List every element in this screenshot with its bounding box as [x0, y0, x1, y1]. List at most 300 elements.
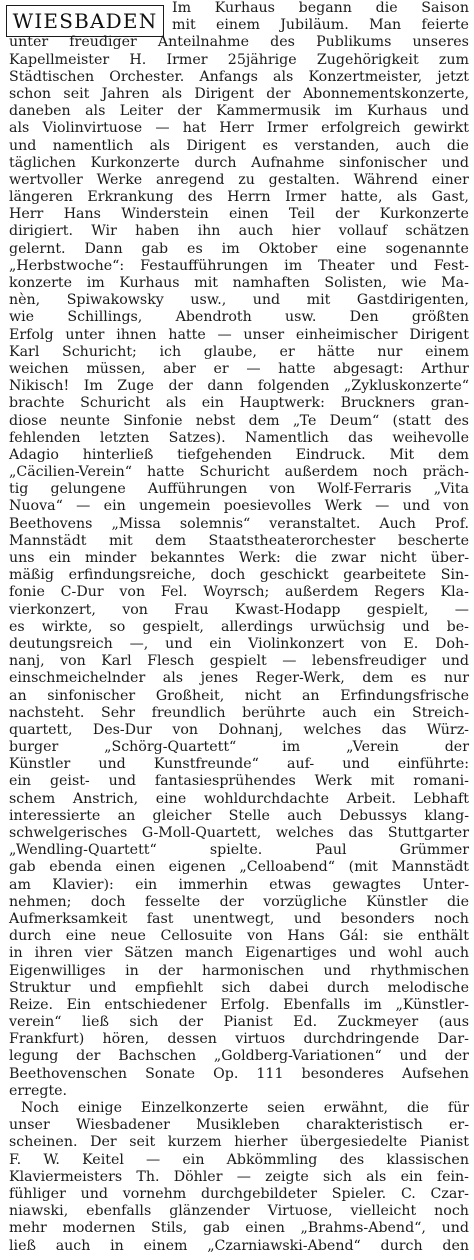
word: dem [155, 532, 187, 549]
word: ein [135, 876, 158, 893]
word: Namentlich [245, 429, 329, 446]
word: der [178, 1014, 204, 1031]
word: ihnen [116, 326, 157, 343]
word: Würz- [426, 721, 469, 738]
word: im [282, 739, 301, 756]
word: noch [434, 1203, 469, 1220]
text-line [9, 498, 469, 515]
word: fesselte [144, 893, 201, 910]
word: 25jährige [227, 51, 297, 68]
word: Fest- [433, 257, 469, 274]
word: sich [221, 979, 251, 996]
word: am [9, 876, 31, 893]
word: von [60, 653, 86, 670]
word: melodische [387, 979, 469, 996]
word: mit [172, 17, 196, 34]
word: Prof. [434, 515, 469, 532]
word: Woyrsch; [203, 584, 270, 601]
text-line [9, 945, 469, 962]
word: doch [90, 893, 126, 910]
word: neunte [60, 412, 110, 429]
text-line [9, 1048, 469, 1065]
text-line [9, 533, 469, 550]
word: tiefgehenden [177, 446, 272, 463]
word: Struktur [9, 979, 71, 996]
word: — [282, 653, 297, 670]
word: zum [438, 51, 469, 68]
word: —, [129, 635, 149, 652]
word: usw. [285, 309, 317, 326]
word: glänzender [169, 1203, 250, 1220]
text-line [9, 584, 469, 601]
word: Noch [21, 1100, 60, 1116]
word: Gál: [339, 928, 369, 945]
word: Aufnahme [251, 154, 325, 171]
word: Irmer [166, 51, 208, 68]
word: und [441, 1220, 469, 1237]
word: Violinvirtuose [42, 120, 143, 137]
text-line [9, 1117, 469, 1134]
word: Wir [91, 223, 117, 240]
word: und [108, 773, 136, 790]
word: und [165, 635, 193, 652]
word: Abendroth [175, 309, 252, 326]
word: Unter- [422, 876, 469, 893]
word: namentlich [52, 137, 134, 154]
word: Kurhaus [214, 0, 275, 16]
word: Spieler. [331, 1185, 387, 1202]
word: nur [443, 670, 469, 687]
word: Mit [389, 446, 415, 463]
word: von [443, 498, 469, 515]
word: Pianist [223, 1014, 273, 1031]
word: erwähnt, [323, 1100, 389, 1116]
word: gleicher [152, 807, 212, 824]
word: Bachschen [118, 1048, 197, 1065]
word: Wiesbadener [76, 1117, 170, 1134]
word: als [273, 68, 294, 85]
word: urwüchsig [309, 618, 386, 635]
word: Kurhaus [367, 103, 428, 120]
word: als [9, 120, 30, 137]
text-line [9, 292, 469, 309]
word: durch [194, 154, 237, 171]
word: an [117, 807, 136, 824]
word: ein [400, 1168, 423, 1185]
word: im [284, 257, 303, 274]
word: Konzertmeister, [308, 68, 423, 85]
word: uns [9, 550, 35, 566]
word: Der [90, 1134, 117, 1151]
text-line [9, 516, 469, 533]
word: einen [245, 1220, 285, 1237]
word: nehmen; [9, 893, 72, 910]
word: wohldurchdachte [203, 790, 330, 807]
word: Hans [287, 928, 325, 945]
word: dem [362, 670, 394, 687]
word: Im [83, 378, 103, 395]
text-line [9, 241, 469, 258]
text-line [9, 877, 469, 894]
text-line [9, 413, 469, 430]
word: das [348, 825, 374, 841]
text-line [9, 103, 469, 120]
word: durchgebildeter [200, 1185, 318, 1202]
word: die [446, 137, 469, 154]
word: die [375, 0, 398, 16]
text-line [9, 1169, 469, 1186]
word: einem [216, 17, 260, 34]
word: „Schörg-Quartett“ [104, 739, 237, 756]
word: gespielt, [142, 618, 204, 635]
word: fehlenden [9, 429, 81, 446]
word: Dar- [437, 1031, 469, 1048]
word: tig [9, 481, 29, 498]
word: welches [275, 825, 334, 841]
word: Reger-Werk, [255, 670, 345, 687]
word: Aufsehen [401, 1065, 469, 1082]
word: auch [287, 807, 322, 824]
word: und [348, 945, 377, 962]
text-line [9, 69, 469, 86]
word: hätte [317, 343, 355, 360]
word: auch [395, 137, 431, 154]
word: Aufführungen [147, 481, 248, 498]
word: und [402, 498, 430, 515]
word: ein [103, 498, 126, 515]
word: vollauf [338, 223, 388, 240]
word: Zuge [117, 378, 154, 395]
word: interessierte [9, 807, 101, 824]
word: Jubiläum. [280, 17, 349, 34]
word: geschickt [259, 567, 329, 584]
word: (aus [438, 1014, 469, 1031]
text-line [9, 825, 469, 842]
word: und [252, 292, 281, 309]
word: Frau [174, 601, 209, 618]
word: namhaften [232, 275, 310, 291]
word: wohl [388, 945, 423, 962]
text-line [9, 223, 469, 240]
word: der [177, 103, 202, 120]
text-line [9, 773, 469, 790]
word: Anteilnahme [157, 34, 250, 51]
word: außerdem [285, 584, 359, 601]
word: (statt [392, 412, 431, 429]
word: 111 [256, 1065, 284, 1082]
word: einen [115, 859, 156, 876]
word: von [172, 721, 199, 738]
word: es [9, 618, 25, 635]
word: Städtischen [9, 68, 95, 85]
word: Beethovenschen [9, 1065, 128, 1082]
word: als [149, 137, 170, 154]
word: seit [63, 85, 90, 102]
word: doch [210, 567, 246, 584]
text-line [9, 911, 469, 928]
word: Jahren [101, 85, 150, 102]
word: solemnis“ [179, 515, 251, 532]
word: glaube, [203, 343, 257, 360]
word: „Cäcilien-Verein“ [9, 464, 132, 481]
word: vorzügliche [263, 893, 347, 910]
word: der [444, 739, 469, 756]
word: Erfolg. [220, 996, 270, 1013]
word: gelungene [50, 481, 126, 498]
word: und [402, 618, 430, 635]
word: durch [9, 928, 52, 945]
word: auf- [286, 756, 315, 773]
word: Violinkonzert [248, 635, 345, 652]
word: zeigte [265, 1168, 309, 1185]
word: gearbeitete [343, 567, 427, 584]
word: freudiger [69, 34, 137, 51]
word: die [446, 893, 469, 910]
text-line [9, 1203, 469, 1220]
word: ein [48, 550, 71, 566]
article-body [9, 0, 469, 1255]
word: anregend [155, 171, 225, 188]
word: einige [77, 1100, 122, 1116]
word: eine [155, 790, 187, 807]
word: als [161, 85, 182, 102]
word: Wolf-Ferraris [317, 481, 412, 498]
word: wie [401, 275, 427, 291]
word: Th. [136, 1168, 160, 1185]
word: aber [163, 360, 196, 377]
word: als [366, 1168, 387, 1185]
word: größten [411, 309, 469, 326]
word: legung [9, 1048, 59, 1065]
word: fast [146, 910, 174, 927]
word: Kammermusik [216, 103, 321, 120]
word: bescherte [397, 532, 469, 549]
word: romani- [413, 773, 469, 790]
word: schon [9, 85, 52, 102]
word: weihevolle [392, 429, 469, 446]
word: erfindungsreiche, [68, 567, 196, 584]
word: nebst [195, 412, 236, 429]
word: hinterließ [82, 446, 154, 463]
text-line [9, 327, 469, 344]
word: folgenden [257, 378, 330, 395]
word: Kurkonzerte [379, 206, 469, 223]
word: „Brahms-Abend“, [300, 1220, 426, 1237]
word: erfolgreich [321, 120, 401, 137]
word: „Zykluskonzerte“ [343, 378, 469, 395]
text-line [9, 963, 469, 980]
word: Hans [63, 206, 101, 223]
word: und [399, 1048, 427, 1065]
word: und [441, 653, 469, 670]
word: nicht [244, 687, 282, 704]
word: Döhler [173, 1168, 223, 1185]
word: immerhin [178, 876, 248, 893]
word: von [122, 601, 148, 618]
word: Anfangs [199, 68, 258, 85]
word: „Missa [111, 515, 161, 532]
word: Mannstädt [9, 532, 87, 549]
word: in [9, 945, 23, 962]
word: ein [201, 395, 224, 412]
word: Gastdirigenten, [356, 292, 469, 309]
word: klassischen [386, 1151, 469, 1168]
word: Cellosuite [160, 928, 233, 945]
text-line [9, 120, 469, 137]
word: der [266, 85, 291, 102]
word: Werke [96, 171, 143, 188]
word: „Herbstwoche“: [9, 257, 125, 274]
text-line [9, 189, 469, 206]
word: unter [9, 34, 49, 51]
word: zu [238, 171, 255, 188]
word: Oktober [258, 240, 318, 257]
word: Aufmerksamkeit [9, 910, 128, 927]
word: er- [449, 1117, 469, 1134]
word: er [213, 360, 229, 377]
word: von [360, 635, 387, 652]
word: Erfolg [9, 326, 54, 343]
word: Flesch [147, 653, 195, 670]
word: mit [194, 275, 218, 291]
word: es [262, 137, 279, 154]
word: unentwegt, [193, 910, 275, 927]
word: schätzen [405, 223, 469, 240]
word: dabei [269, 979, 309, 996]
word: eigenen [168, 859, 226, 876]
word: Spiwakowsky [66, 292, 164, 309]
word: Werk: [238, 550, 281, 566]
text-line [9, 344, 469, 361]
word: Karl [101, 653, 132, 670]
word: Adagio [9, 446, 59, 463]
word: verein“ [9, 1014, 62, 1031]
word: Theater [318, 257, 375, 274]
text-line [9, 619, 469, 636]
text-line [9, 1083, 469, 1100]
word: Dann [84, 240, 123, 257]
word: Streich- [411, 704, 469, 721]
word: Im [172, 0, 192, 16]
word: Einzelkonzerte [140, 1100, 249, 1116]
word: Gast, [431, 189, 469, 206]
word: ihren [34, 945, 73, 962]
word: hatte [147, 464, 185, 481]
word: Sonate [145, 1065, 196, 1082]
word: Nikisch! [9, 378, 70, 395]
word: G-Moll-Quartett, [141, 825, 262, 841]
word: in [125, 962, 139, 979]
word: sich [322, 1168, 352, 1185]
word: Abonnementskonzerte, [302, 85, 469, 102]
word: Abkömmling [226, 1151, 318, 1168]
word: und [98, 756, 126, 773]
word: es [410, 670, 427, 687]
word: Orchester. [109, 68, 185, 85]
word: der [335, 206, 360, 223]
word: Nuova“ [9, 498, 63, 515]
word: Erkrankung [87, 189, 174, 206]
word: Während [353, 171, 418, 188]
word: es [187, 240, 203, 257]
text-line [9, 155, 469, 172]
word: unser [9, 1117, 50, 1134]
word: Sin- [440, 567, 469, 584]
word: Dirigent [409, 326, 469, 343]
text-line [9, 808, 469, 825]
word: empfiehlt [134, 979, 204, 996]
word: Erfindungsfrische [340, 687, 469, 704]
word: gab [202, 1220, 230, 1237]
text-line [9, 928, 469, 945]
word: Ed. [293, 1014, 318, 1031]
word: schwelgerisches [9, 825, 128, 841]
word: „Künstler- [395, 996, 469, 1013]
word: quartett, [9, 721, 73, 738]
word: „Te [292, 412, 317, 429]
word: „Goldberg-Variationen“ [213, 1048, 382, 1065]
word: das [381, 721, 407, 738]
word: Beethovens [9, 515, 93, 532]
word: nur [377, 343, 403, 360]
text-line [9, 670, 469, 687]
text-line [9, 602, 469, 619]
word: „Czarniawski-Abend“ [207, 1237, 361, 1254]
word: deutungsreich [9, 635, 113, 652]
word: dem [438, 446, 469, 463]
word: der [168, 378, 193, 395]
word: — [217, 326, 232, 343]
word: feierte [421, 17, 469, 34]
word: und [89, 979, 117, 996]
word: an [9, 687, 27, 704]
word: Schuricht; [62, 343, 137, 360]
word: und [441, 103, 469, 120]
text-line [9, 894, 469, 911]
word: und [441, 154, 469, 171]
word: einen [228, 206, 269, 223]
word: — [76, 498, 91, 515]
text-line [9, 688, 469, 705]
word: Stils, [151, 1220, 188, 1237]
word: erregte. [9, 1082, 68, 1099]
word: Kapellmeister [9, 51, 110, 68]
text-line [9, 842, 469, 859]
word: im [221, 240, 240, 257]
word: und [293, 910, 322, 927]
text-line [9, 275, 469, 292]
word: Winderstein [121, 206, 209, 223]
word: Herr [9, 206, 44, 223]
word: sich [129, 1014, 159, 1031]
word: burger [9, 739, 59, 756]
word: letzten [99, 429, 150, 446]
word: bekanntes [150, 550, 225, 566]
word: einem [425, 343, 469, 360]
text-line [9, 997, 469, 1014]
word: Paul [315, 842, 347, 859]
word: auch [434, 945, 469, 962]
text-line [9, 361, 469, 378]
word: Lebhaft [413, 790, 469, 807]
word: Arthur [421, 360, 469, 377]
word: Zuckmeyer [337, 1014, 419, 1031]
word: Deum“ [329, 412, 380, 429]
word: Stuttgarter [387, 825, 469, 841]
text-line [9, 395, 469, 412]
word: einheimischer [295, 326, 398, 343]
word: Satzes). [168, 429, 226, 446]
